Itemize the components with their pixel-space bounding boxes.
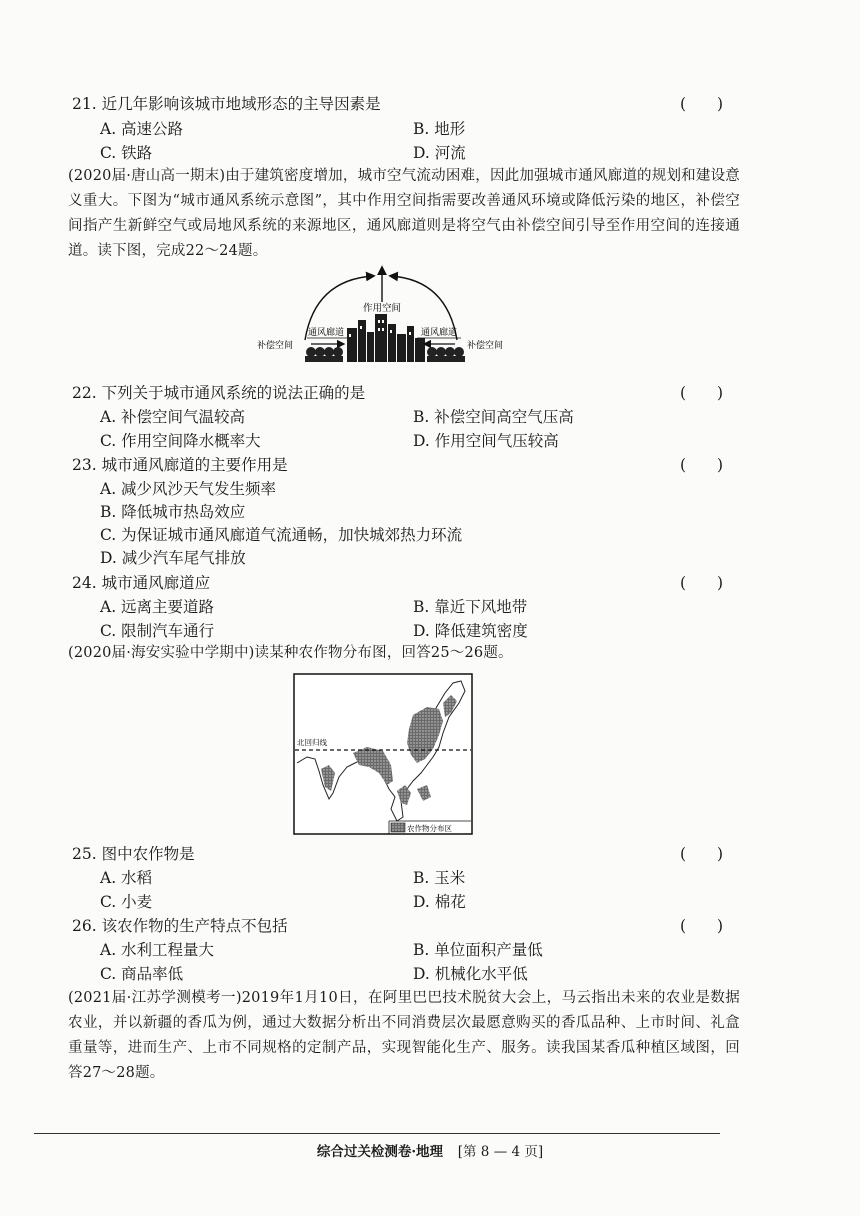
- q26-option-b: B. 单位面积产量低: [413, 941, 543, 959]
- q22-answer-paren: ( ): [680, 384, 724, 402]
- q25-option-d: D. 棉花: [413, 893, 466, 911]
- right-trees: [427, 347, 465, 362]
- tropic-label: 北回归线: [297, 738, 327, 747]
- q25-option-b: B. 玉米: [413, 869, 466, 887]
- q23-option-d: D. 减少汽车尾气排放: [100, 549, 246, 567]
- q25-stem: 25. 图中农作物是: [72, 845, 195, 863]
- footer-rule: [34, 1133, 720, 1134]
- q22-option-d: D. 作用空间气压较高: [413, 432, 559, 450]
- q21-stem: 21. 近几年影响该城市地域形态的主导因素是: [72, 95, 381, 113]
- q26-stem: 26. 该农作物的生产特点不包括: [72, 917, 288, 935]
- q24-option-a: A. 远离主要道路: [100, 598, 215, 616]
- label-right-compensation: 补偿空间: [467, 341, 504, 351]
- q21-option-c: C. 铁路: [100, 144, 153, 162]
- legend-label: 农作物分布区: [407, 824, 452, 833]
- label-right-corridor: 通风廊道: [421, 328, 458, 338]
- q24-stem: 24. 城市通风廊道应: [72, 574, 211, 592]
- q26-answer-paren: ( ): [680, 917, 724, 935]
- left-trees: [305, 347, 343, 362]
- q23-option-a: A. 减少风沙天气发生频率: [100, 480, 277, 498]
- q21-option-b: B. 地形: [413, 120, 466, 138]
- page-footer: [0, 1140, 860, 1160]
- intro-ventilation: (2020届·唐山高一期末)由于建筑密度增加，城市空气流动困难，因此加强城市通风廊道的规划和建设意义重大。下图为“城市通风系统示意图”，其中作用空间指需要改善通风环境或降低污染的地区，补偿空间指产生新鲜空气或局地风系统的来源地区，通风廊道则是将空气由补偿空间引导至作用空间的连接通道。读下图，完成22～24题。: [68, 168, 740, 259]
- q22-option-c: C. 作用空间降水概率大: [100, 432, 261, 450]
- legend-swatch: [391, 823, 405, 832]
- label-action-space: 作用空间: [363, 303, 402, 314]
- q22-option-b: B. 补偿空间高空气压高: [413, 408, 574, 426]
- q22-stem: 22. 下列关于城市通风系统的说法正确的是: [72, 384, 366, 402]
- q21-option-d: D. 河流: [413, 144, 466, 162]
- crop-distribution-map: [293, 673, 473, 835]
- q23-stem: 23. 城市通风廊道的主要作用是: [72, 456, 288, 474]
- q21-option-a: A. 高速公路: [100, 120, 184, 138]
- q24-option-d: D. 降低建筑密度: [413, 622, 528, 640]
- footer-page-number: [第 8 — 4 页]: [457, 1144, 544, 1160]
- q25-option-a: A. 水稻: [100, 869, 153, 887]
- q24-option-c: C. 限制汽车通行: [100, 622, 215, 640]
- intro-crop-map: (2020届·海安实验中学期中)读某种农作物分布图，回答25～26题。: [68, 645, 513, 661]
- q21-answer-paren: ( ): [680, 95, 724, 113]
- q25-option-c: C. 小麦: [100, 893, 153, 911]
- q23-answer-paren: ( ): [680, 456, 724, 474]
- q26-option-a: A. 水利工程量大: [100, 941, 215, 959]
- q22-option-a: A. 补偿空间气温较高: [100, 408, 246, 426]
- q23-option-c: C. 为保证城市通风廊道气流通畅，加快城郊热力环流: [100, 526, 463, 544]
- q26-option-d: D. 机械化水平低: [413, 965, 528, 983]
- q25-answer-paren: ( ): [680, 845, 724, 863]
- q26-option-c: C. 商品率低: [100, 965, 184, 983]
- label-left-compensation: 补偿空间: [257, 341, 294, 351]
- q24-answer-paren: ( ): [680, 574, 724, 592]
- city-buildings: [347, 314, 425, 362]
- footer-title: 综合过关检测卷·地理: [316, 1144, 444, 1160]
- intro-melon: (2021届·江苏学测模考一)2019年1月10日，在阿里巴巴技术脱贫大会上，马云指出未来的农业是数据农业，并以新疆的香瓜为例，通过大数据分析出不同消费层次最愿意购买的香瓜品种、上市时间、礼盒重量等，进而生产、上市不同规格的定制产品，实现智能化生产、服务。读我国某香瓜种植区域图，回答27～28题。: [68, 990, 740, 1081]
- q24-option-b: B. 靠近下风地带: [413, 598, 528, 616]
- label-left-corridor: 通风廊道: [308, 328, 345, 338]
- ventilation-diagram: [255, 262, 515, 368]
- q23-option-b: B. 降低城市热岛效应: [100, 503, 246, 521]
